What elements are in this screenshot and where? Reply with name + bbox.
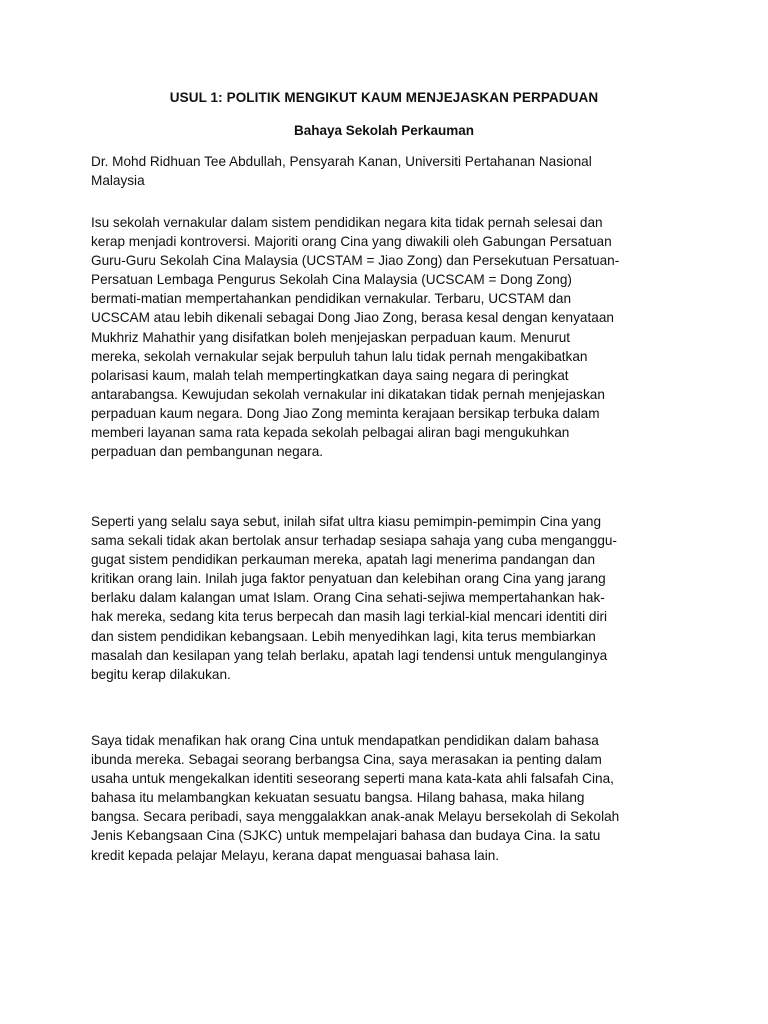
paragraph-line: antarabangsa. Kewujudan sekolah vernakular ini dikatakan tidak pernah menjejaskan — [91, 386, 605, 402]
paragraph-line: mereka, sekolah vernakular sejak berpuluh tahun lalu tidak pernah mengakibatkan — [91, 348, 588, 364]
paragraph-line: Persatuan Lembaga Pengurus Sekolah Cina Malaysia (UCSCAM = Dong Zong) — [91, 272, 572, 288]
paragraph-line: kredit kepada pelajar Melayu, kerana dapat menguasai bahasa lain. — [91, 847, 500, 863]
author-line: Dr. Mohd Ridhuan Tee Abdullah, Pensyarah Kanan, Universiti Pertahanan Nasional — [91, 154, 592, 169]
author-line: Malaysia — [91, 173, 145, 189]
paragraph-line: bangsa. Secara peribadi, saya menggalakkan anak-anak Melayu bersekolah di Sekolah — [91, 809, 620, 825]
paragraph-line: bahasa itu melambangkan kekuatan sesuatu bangsa. Hilang bahasa, maka hilang — [91, 790, 585, 806]
paragraph-line: kritikan orang lain. Inilah juga faktor penyatuan dan kelebihan orang Cina yang jarang — [91, 571, 606, 587]
paragraph-line: sama sekali tidak akan bertolak ansur terhadap sesiapa sahaja yang cuba menganggu- — [91, 533, 617, 549]
paragraph-line: perpaduan dan pembangunan negara. — [91, 444, 324, 460]
paragraph-line: Mukhriz Mahathir yang disifatkan boleh menjejaskan perpaduan kaum. Menurut — [91, 329, 571, 345]
paragraph-line: ibunda mereka. Sebagai seorang berbangsa Cina, saya merasakan ia penting dalam — [91, 752, 602, 768]
paragraph-line: gugat sistem pendidikan perkauman mereka, apatah lagi menerima pandangan dan — [91, 552, 596, 568]
paragraph-line: Guru-Guru Sekolah Cina Malaysia (UCSTAM = Jiao Zong) dan Persekutuan Persatuan- — [91, 253, 620, 269]
paragraph-line: dan sistem pendidikan kebangsaan. Lebih menyedihkan lagi, kita terus membiarkan — [91, 628, 596, 644]
paragraph-line: kerap menjadi kontroversi. Majoriti orang Cina yang diwakili oleh Gabungan Persatuan — [91, 234, 612, 250]
paragraph-line: Saya tidak menafikan hak orang Cina untuk mendapatkan pendidikan dalam bahasa — [91, 733, 599, 748]
paragraph-line: Jenis Kebangsaan Cina (SJKC) untuk mempelajari bahasa dan budaya Cina. Ia satu — [91, 828, 601, 844]
paragraph-1 — [91, 213, 691, 461]
paragraph-line: perpaduan kaum negara. Dong Jiao Zong meminta kerajaan bersikap terbuka dalam — [91, 405, 600, 421]
paragraph-line: hak mereka, sedang kita terus berpecah dan masih lagi terkial-kial mencari identiti diri — [91, 609, 608, 625]
paragraph-line: UCSCAM atau lebih dikenali sebagai Dong Jiao Zong, berasa kesal dengan kenyataan — [91, 310, 614, 326]
paragraph-line: polarisasi kaum, malah telah mempertingkatkan daya saing negara di peringkat — [91, 367, 569, 383]
document-subtitle: Bahaya Sekolah Perkauman — [293, 123, 475, 138]
paragraph-line: Seperti yang selalu saya sebut, inilah sifat ultra kiasu pemimpin-pemimpin Cina yang — [91, 514, 602, 529]
paragraph-line: bermati-matian mempertahankan pendidikan vernakular. Terbaru, UCSTAM dan — [91, 291, 572, 307]
paragraph-3 — [91, 731, 691, 865]
paragraph-line: usaha untuk mengekalkan identiti seseorang seperti mana kata-kata ahli falsafah Cina, — [91, 771, 614, 787]
paragraph-line: masalah dan kesilapan yang telah berlaku, apatah lagi tendensi untuk mengulanginya — [91, 647, 608, 663]
paragraph-line: berlaku dalam kalangan umat Islam. Orang Cina sehati-sejiwa mempertahankan hak- — [91, 590, 605, 606]
paragraph-2 — [91, 512, 691, 684]
document-title: USUL 1: POLITIK MENGIKUT KAUM MENJEJASKAN PERPADUAN — [169, 90, 599, 105]
paragraph-line: begitu kerap dilakukan. — [91, 666, 231, 682]
paragraph-line: Isu sekolah vernakular dalam sistem pendidikan negara kita tidak pernah selesai dan — [91, 215, 603, 230]
paragraph-line: memberi layanan sama rata kepada sekolah pelbagai aliran bagi mengukuhkan — [91, 425, 570, 441]
author-byline — [91, 152, 691, 190]
